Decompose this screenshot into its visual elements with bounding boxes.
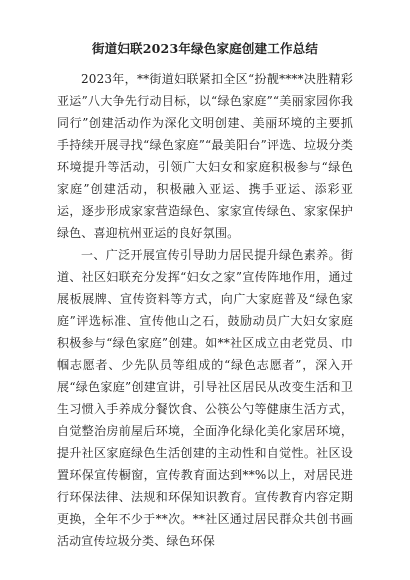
intro-paragraph: 2023年，**街道妇联紧扣全区“扮靓****决胜精彩亚运”八大争先行动目标，以“绿色家庭”“美丽家园你我同行”创建活动作为深化文明创建、美丽环境的主要抓手持续开展寻找“绿色家庭”“最美阳台”评选、垃圾分类环境提升等活动，引领广大妇女和家庭积极参与“绿色家庭”创建活动，积极融入亚运、携手亚运、添彩亚运，逐步形成家家营造绿色、家家宣传绿色、家家保护绿色、喜迎杭州亚运的良好氛围。 [57,72,353,240]
document-title: 街道妇联2023年绿色家庭创建工作总结 [91,41,319,56]
section-one-paragraph: 一、广泛开展宣传引导助力居民提升绿色素养。街道、社区妇联充分发挥“妇女之家”宣传阵地作用，通过展板展牌、宣传资料等方式，向广大家庭普及“绿色家庭”评选标准、宣传他山之石，鼓励动员广大妇女家庭积极参与“绿色家庭”创建。如**社区成立由老党员、巾帼志愿者、少先队员等组成的“绿色志愿者”，深入开展“绿色家庭”创建宣讲，引导社区居民从改变生活和卫生习惯入手养成分餐饮食、公筷公勺等健康生活方式，自觉整治房前屋后环境，全面净化绿化美化家居环境，提升社区家庭绿色生活创建的主动性和自觉性。社区设置环保宣传橱窗，宣传教育面达到**%以上，对居民进行环保法律、法规和环保知识教育。宣传教育内容定期更换，全年不少于**次。**社区通过居民群众共创书画活动宣传垃圾分类、绿色环保 [57,248,353,548]
